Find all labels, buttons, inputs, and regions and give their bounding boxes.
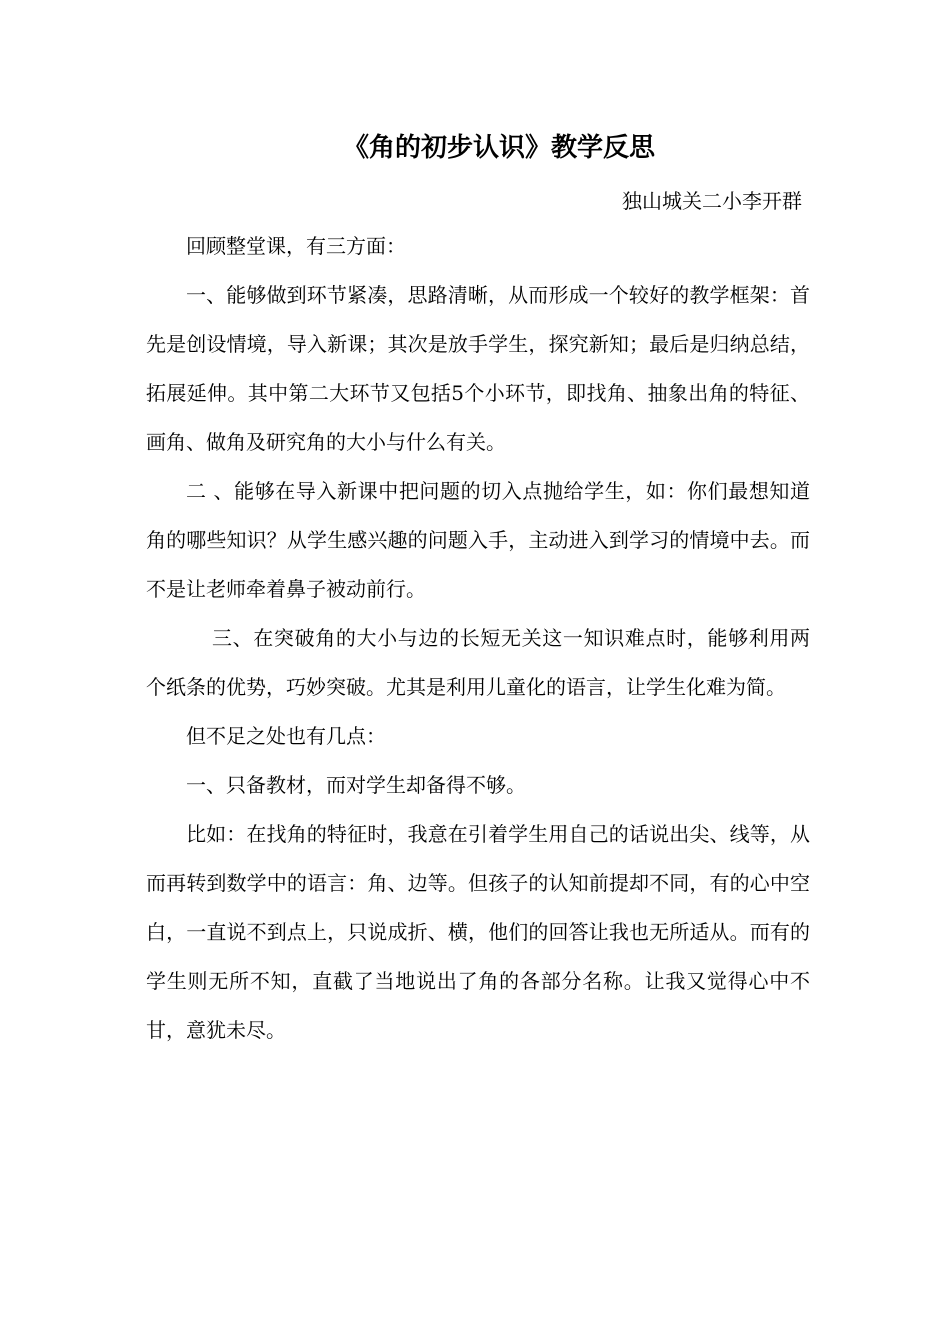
paragraph-intro: 回顾整堂课，有三方面： xyxy=(186,234,406,258)
paragraph-shortcomings-intro: 但不足之处也有几点： xyxy=(186,724,386,748)
paragraph-point-2: 二 、能够在导入新课中把问题的切入点抛给学生，如：你们最想知道角的哪些知识？从学生感兴趣的问题入手，主动进入到学习的情境中去。而不是让老师牵着鼻子被动前行。 xyxy=(146,479,810,601)
paragraph-shortcoming-1: 一、只备教材，而对学生却备得不够。 xyxy=(186,773,526,797)
paragraph-example: 比如：在找角的特征时，我意在引着学生用自己的话说出尖、线等，从而再转到数学中的语言：角、边等。但孩子的认知前提却不同，有的心中空白，一直说不到点上，只说成折、横，他们的回答让我也无所适从。而有的学生则无所不知，直截了当地说出了角的各部分名称。让我又觉得心中不甘，意犹未尽。 xyxy=(146,822,810,1042)
author-line: 独山城关二小李开群 xyxy=(622,189,802,213)
paragraph-point-1: 一、能够做到环节紧凑，思路清晰，从而形成一个较好的教学框架：首先是创设情境，导入新课；其次是放手学生，探究新知；最后是归纳总结，拓展延伸。其中第二大环节又包括5个小环节，即找角、抽象出角的特征、画角、做角及研究角的大小与什么有关。 xyxy=(146,283,810,454)
document-body xyxy=(146,222,810,1055)
paragraph-point-3: 三、在突破角的大小与边的长短无关这一知识难点时，能够利用两个纸条的优势，巧妙突破。尤其是利用儿童化的语言，让学生化难为简。 xyxy=(146,626,810,699)
document-title: 《角的初步认识》教学反思 xyxy=(342,133,655,163)
